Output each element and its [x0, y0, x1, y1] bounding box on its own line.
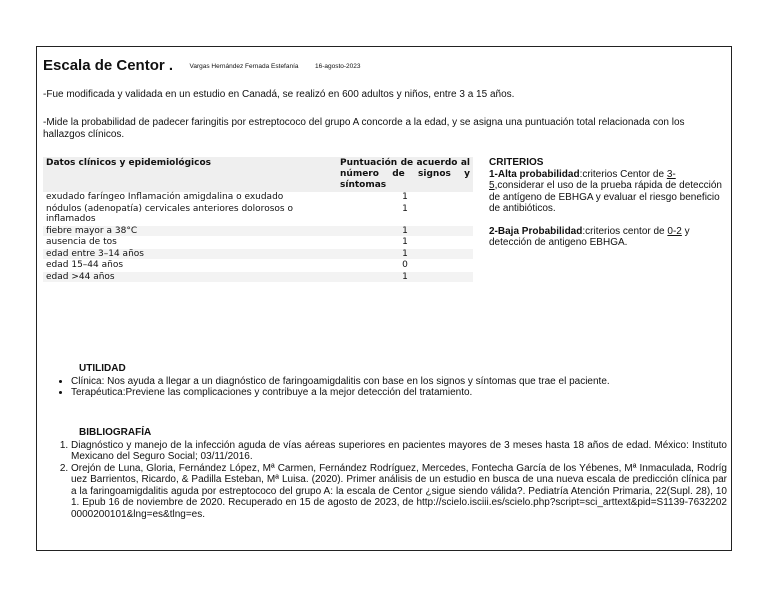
centor-table	[43, 157, 473, 283]
row-label: edad 15–44 años	[43, 260, 337, 272]
criteria-block	[489, 157, 725, 249]
table-header-score: Puntuación de acuerdo al número de signos y síntomas	[337, 157, 473, 192]
criteria-high-range: 3-5	[489, 168, 676, 191]
criteria-high	[489, 169, 725, 215]
list-item: 2. Orejón de Luna, Gloria, Fernández López, Mª Carmen, Fernández Rodríguez, Mercedes, Fontecha García de los Yébenes, Mª Inmaculada, Rodríguez Barrientos, Ricardo, & Padilla Esteban, Mª Luisa. (2020). Primer análisis de un estudio en busca de una nueva escala de predicción clínica para la faringoamigdalitis aguda por estreptococo del grupo A: la escala de Centor ¿sigue siendo válida?. Pediatría Atención Primaria, 22(Supl. 28), 101. Epub 16 de noviembre de 2020. Recuperado en 15 de agosto de 2023, de http://scielo.isciii.es/scielo.php?script=sci_arttext&pid=S1139-76322020000200101&lng=es&tlng=es.	[71, 463, 727, 521]
row-label: ausencia de tos	[43, 237, 337, 249]
list-item: 1. Diagnóstico y manejo de la infección aguda de vías aéreas superiores en pacientes mayores de 3 meses hasta 18 años de edad. México: Instituto Mexicano del Seguro Social; 03/11/2016.	[71, 440, 727, 463]
row-score: 1	[337, 203, 473, 225]
criteria-low-post: y detección de antigeno EBHGA.	[489, 225, 690, 248]
row-score: 0	[337, 260, 473, 272]
row-score: 1	[337, 192, 473, 203]
bibliografia-list	[43, 440, 727, 521]
intro-paragraph-1: -Fue modificada y validada en un estudio en Canadá, se realizó en 600 adultos y niños, entre 3 a 15 años.	[43, 89, 515, 100]
table-header-clinical-data: Datos clínicos y epidemiológicos	[43, 157, 337, 192]
table-row	[43, 260, 473, 272]
row-score: 1	[337, 237, 473, 249]
document-date: 16-agosto-2023	[314, 63, 361, 70]
criteria-high-pre: :criterios Centor de	[579, 168, 667, 180]
criteria-high-label: 1-Alta probabilidad	[489, 168, 580, 180]
criteria-heading: CRITERIOS	[489, 157, 544, 168]
row-label: edad entre 3–14 años	[43, 248, 337, 260]
utilidad-list	[43, 376, 727, 399]
utilidad-heading: UTILIDAD	[79, 363, 126, 374]
row-score: 1	[337, 225, 473, 237]
page-title: Escala de Centor .	[43, 57, 174, 74]
bibliografia-heading: BIBLIOGRAFÍA	[79, 427, 152, 438]
row-label: nódulos (adenopatía) cervicales anteriores dolorosos o inflamados	[43, 203, 337, 225]
criteria-low	[489, 226, 725, 249]
row-score: 1	[337, 271, 473, 283]
criteria-high-post: ,considerar el uso de la prueba rápida de detección de antígeno de EBHGA y evaluar el riesgo beneficio de antibióticos.	[489, 180, 722, 214]
intro-paragraph-2: -Mide la probabilidad de padecer faringitis por estreptococo del grupo A concorde a la edad, y se asigna una puntuación total relacionada con los hallazgos clínicos.	[43, 117, 685, 140]
table-row	[43, 271, 473, 283]
criteria-low-label: 2-Baja Probabilidad	[489, 225, 583, 237]
table-row	[43, 248, 473, 260]
table-row	[43, 203, 473, 225]
table-header-row	[43, 157, 473, 192]
list-item: • Clínica: Nos ayuda a llegar a un diagnóstico de faringoamigdalitis con base en los signos y síntomas que trae el paciente.	[71, 376, 727, 388]
row-label: fiebre mayor a 38°C	[43, 225, 337, 237]
author-name: Vargas Hernández Fernada Estefanía	[189, 63, 299, 70]
table-row	[43, 225, 473, 237]
utilidad-section	[43, 363, 727, 399]
criteria-low-range: 0-2	[667, 225, 682, 237]
table-row	[43, 237, 473, 249]
row-score: 1	[337, 248, 473, 260]
table-row	[43, 192, 473, 203]
criteria-low-pre: :criterios centor de	[582, 225, 668, 237]
document-page	[36, 46, 732, 551]
row-label: exudado faríngeo Inflamación amigdalina o exudado	[43, 192, 337, 203]
row-label: edad >44 años	[43, 271, 337, 283]
list-item: • Terapéutica:Previene las complicaciones y contribuye a la mejor detección del tratamiento.	[71, 387, 727, 399]
bibliografia-section	[43, 427, 727, 520]
title-row	[43, 57, 361, 75]
